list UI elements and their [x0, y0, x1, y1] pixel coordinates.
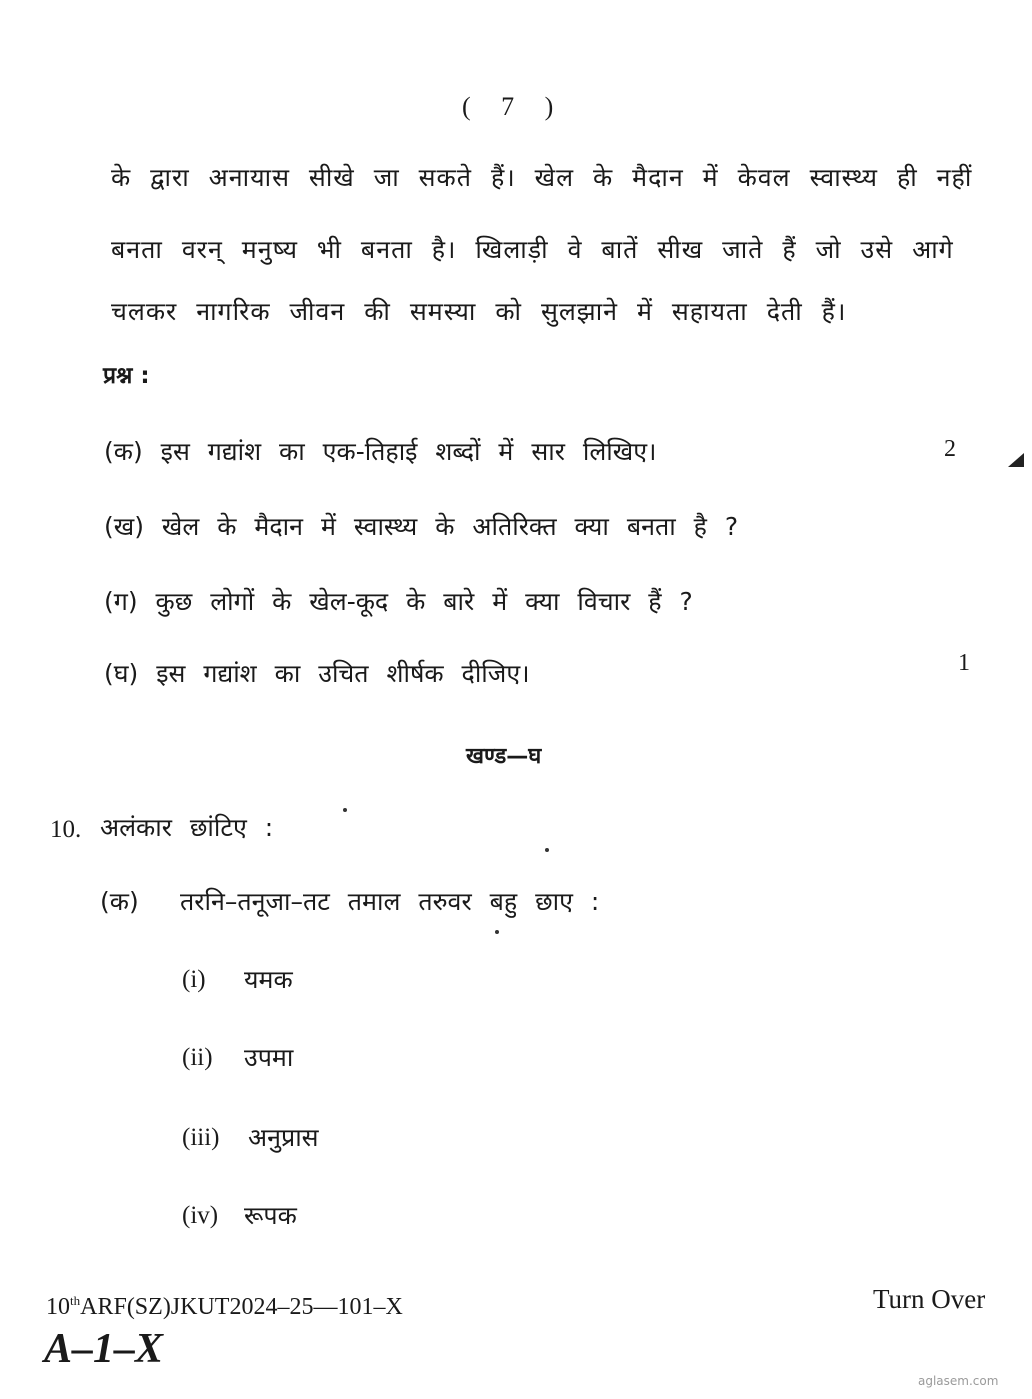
- option-text-i: यमक: [244, 965, 293, 994]
- question-label: (ग): [104, 587, 138, 616]
- question-label: (घ): [104, 659, 139, 688]
- option-label-iv: (iv): [182, 1202, 219, 1229]
- option-label-ii: (ii): [182, 1044, 213, 1071]
- marks-ka: 2: [944, 436, 956, 462]
- passage-line-1: के द्वारा अनायास सीखे जा सकते हैं। खेल के मैदान में केवल स्वास्थ्य ही नहीं: [111, 163, 973, 192]
- question-text: खेल के मैदान में स्वास्थ्य के अतिरिक्त क्या बनता है ?: [161, 512, 739, 541]
- scan-speck: [343, 808, 347, 812]
- turn-over-label: Turn Over: [873, 1284, 986, 1314]
- question-ka: [104, 434, 657, 468]
- question-label: (ख): [104, 512, 144, 541]
- option-label-iii: (iii): [182, 1124, 220, 1151]
- question-gha: [104, 656, 530, 690]
- watermark: aglasem.com: [918, 1374, 999, 1388]
- marks-gha: 1: [958, 650, 970, 676]
- question-text: कुछ लोगों के खेल-कूद के बारे में क्या विचार हैं ?: [155, 587, 693, 616]
- question-ga: [104, 584, 693, 618]
- question-label: (क): [104, 437, 143, 466]
- option-label-i: (i): [182, 966, 206, 993]
- question-text: इस गद्यांश का एक-तिहाई शब्दों में सार लिखिए।: [160, 437, 657, 466]
- question-10-sub-label: (क): [100, 887, 139, 916]
- section-heading: खण्ड—घ: [466, 744, 542, 769]
- question-kha: [104, 509, 738, 543]
- paper-code: 10thARF(SZ)JKUT2024–25—101–X: [46, 1293, 403, 1320]
- page-number: ( 7 ): [462, 92, 566, 121]
- passage-line-2: बनता वरन् मनुष्य भी बनता है। खिलाड़ी वे बातें सीख जाते हैं जो उसे आगे: [111, 235, 954, 264]
- questions-heading: प्रश्न :: [103, 363, 150, 389]
- question-10-sub-text: तरनि–तनूजा–तट तमाल तरुवर बहु छाए :: [180, 887, 600, 916]
- option-text-iii: अनुप्रास: [248, 1123, 319, 1152]
- series-code: A–1–X: [44, 1326, 164, 1372]
- question-10-number: 10.: [50, 816, 82, 843]
- scan-speck: [495, 930, 499, 934]
- passage-line-3: चलकर नागरिक जीवन की समस्या को सुलझाने में सहायता देती हैं।: [111, 297, 847, 326]
- option-text-iv: रूपक: [244, 1201, 297, 1230]
- edge-mark-icon: [1008, 453, 1024, 467]
- question-text: इस गद्यांश का उचित शीर्षक दीजिए।: [156, 659, 530, 688]
- option-text-ii: उपमा: [244, 1043, 294, 1072]
- scan-speck: [545, 848, 549, 852]
- question-10-text: अलंकार छांटिए :: [100, 813, 274, 842]
